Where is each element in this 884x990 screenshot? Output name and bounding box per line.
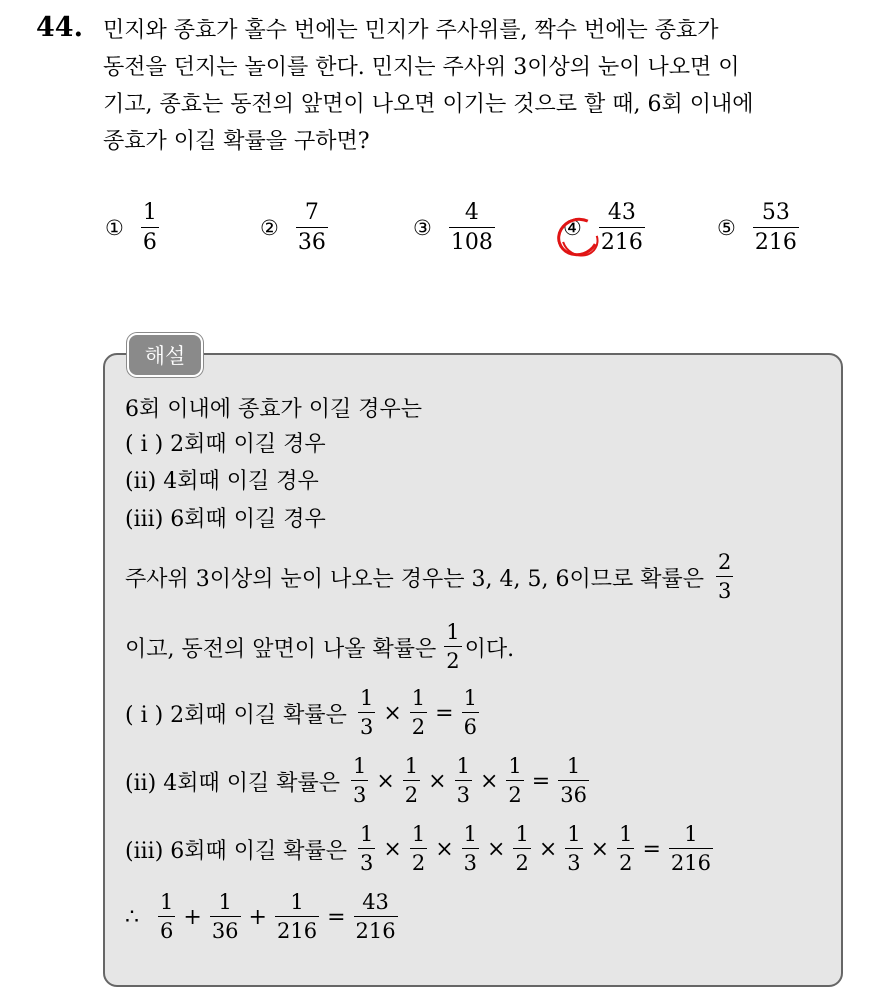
- fraction: $\frac{1}{3}$: [352, 754, 367, 808]
- times-sign: ×: [383, 836, 402, 862]
- answer-choices: [105, 200, 825, 270]
- fraction: $\frac{1}{36}$: [560, 754, 587, 808]
- fraction: $\frac{1}{3}$: [456, 754, 470, 808]
- choice-number: ①: [105, 216, 124, 241]
- fraction: $\frac{1}{2}$: [404, 754, 419, 808]
- equals-sign: =: [642, 836, 661, 862]
- fraction: $\frac{1}{2}$: [411, 686, 426, 740]
- times-sign: ×: [428, 768, 447, 794]
- prob-label: ( i ) 2회때 이길 확률은: [125, 702, 347, 728]
- fraction: $\frac{1}{6}$: [160, 890, 174, 944]
- times-sign: ×: [383, 700, 402, 726]
- choice-3[interactable]: [413, 200, 498, 257]
- fraction: $\frac{1}{6}$: [463, 686, 477, 740]
- times-sign: ×: [538, 836, 558, 862]
- question-text: [103, 12, 863, 160]
- prob-label: (iii) 6회때 이길 확률은: [125, 838, 348, 864]
- choice-5[interactable]: [717, 200, 802, 257]
- fraction: $\frac{1}{2}$: [446, 620, 460, 674]
- times-sign: ×: [479, 768, 499, 794]
- fraction: $\frac{1}{2}$: [515, 822, 529, 876]
- plus-sign: +: [248, 904, 267, 930]
- question-line: 동전을 던지는 놀이를 한다. 민지는 주사위 3이상의 눈이 나오면 이: [103, 55, 740, 80]
- solution-intro: 6회 이내에 종효가 이길 경우는: [125, 397, 422, 422]
- fraction: $\frac{1}{3}$: [567, 822, 581, 876]
- times-sign: ×: [376, 768, 395, 794]
- question-number: 44.: [36, 12, 83, 43]
- fraction: $\frac{1}{36}$: [211, 890, 239, 944]
- coin-probability-line: [125, 620, 514, 674]
- fraction: $\frac{1}{3}$: [360, 822, 374, 876]
- fraction: $\frac{1}{2}$: [619, 822, 633, 876]
- times-sign: ×: [590, 836, 610, 862]
- probability-line-1: [125, 686, 482, 740]
- fraction: $\frac{2}{3}$: [717, 550, 732, 604]
- choice-4[interactable]: [563, 200, 648, 257]
- fraction: $\frac{1}{3}$: [463, 822, 478, 876]
- dice-probability-line: [125, 550, 736, 604]
- equals-sign: =: [327, 904, 346, 930]
- choice-fraction: $\frac{53}{216}$: [754, 200, 797, 256]
- solution-case-2: (ii) 4회때 이길 경우: [125, 469, 319, 494]
- choice-number: ④: [563, 216, 582, 240]
- choice-1[interactable]: [105, 200, 162, 257]
- plus-sign: +: [183, 904, 202, 930]
- equals-sign: =: [531, 768, 551, 794]
- probability-line-3: [125, 822, 716, 876]
- question-line: 종효가 이길 확률을 구하면?: [103, 129, 370, 154]
- solution-tag: 해설: [127, 333, 203, 377]
- solution-case-3: (iii) 6회때 이길 경우: [125, 507, 326, 532]
- choice-number: ③: [413, 216, 432, 241]
- question-line: 기고, 종효는 동전의 앞면이 나오면 이기는 것으로 할 때, 6회 이내에: [103, 92, 754, 117]
- fraction: $\frac{1}{2}$: [508, 754, 522, 808]
- therefore-sign: ∴: [125, 904, 139, 930]
- times-sign: ×: [487, 836, 506, 862]
- probability-line-2: [125, 754, 592, 808]
- coin-suffix: 이다.: [464, 636, 515, 662]
- fraction: $\frac{1}{216}$: [670, 822, 711, 876]
- question-line: 민지와 종효가 홀수 번에는 민지가 주사위를, 짝수 번에는 종효가: [103, 18, 719, 43]
- choice-fraction: $\frac{43}{216}$: [600, 200, 643, 256]
- choice-number: ②: [260, 216, 279, 241]
- choice-fraction: $\frac{4}{108}$: [450, 200, 493, 256]
- choice-number: ⑤: [717, 216, 736, 241]
- dice-text: 주사위 3이상의 눈이 나오는 경우는 3, 4, 5, 6이므로 확률은: [125, 566, 704, 592]
- fraction: $\frac{1}{2}$: [411, 822, 426, 876]
- prob-label: (ii) 4회때 이길 확률은: [125, 770, 340, 796]
- equals-sign: =: [435, 700, 454, 726]
- final-sum-line: [125, 890, 401, 944]
- choice-fraction: $\frac{1}{6}$: [142, 200, 157, 256]
- fraction: $\frac{1}{216}$: [276, 890, 318, 944]
- times-sign: ×: [435, 836, 454, 862]
- choice-fraction: $\frac{7}{36}$: [297, 200, 326, 256]
- coin-text: 이고, 동전의 앞면이 나올 확률은: [125, 636, 437, 662]
- solution-case-1: ( i ) 2회때 이길 경우: [125, 432, 326, 457]
- fraction: $\frac{43}{216}$: [355, 890, 396, 944]
- fraction: $\frac{1}{3}$: [359, 686, 374, 740]
- choice-2[interactable]: [260, 200, 331, 257]
